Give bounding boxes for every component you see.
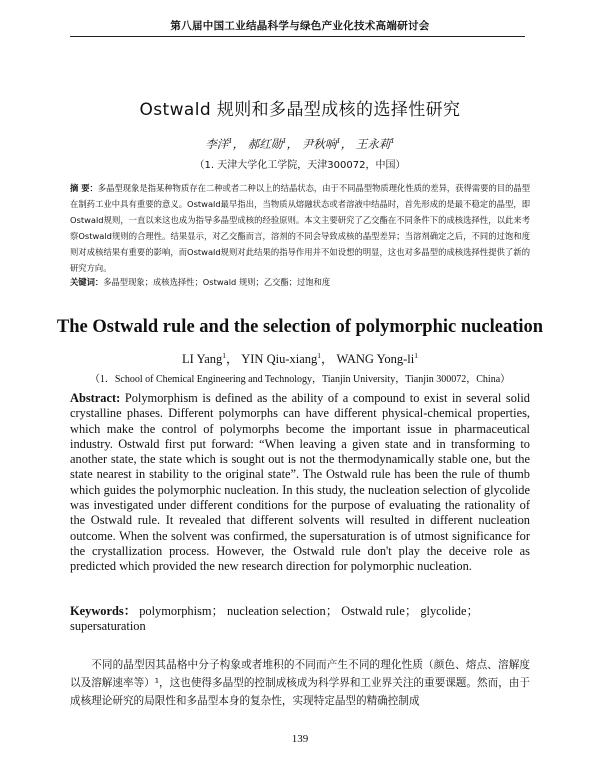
author-name: WANG Yong-li	[336, 352, 415, 366]
author-sup: 1	[414, 350, 418, 360]
author-sup: 1	[317, 350, 322, 360]
abstract-label: Abstract:	[70, 391, 121, 405]
english-keywords	[70, 604, 530, 635]
author-sup: 1	[282, 137, 287, 146]
chinese-affiliation: （1. 天津大学化工学院，天津300072，中国）	[194, 160, 406, 171]
chinese-authors	[0, 136, 600, 152]
author-sup: 1	[390, 137, 395, 146]
header-rule	[70, 36, 525, 37]
abstract-label: 摘 要：	[70, 183, 98, 193]
chinese-abstract	[70, 180, 530, 276]
author-sup: 1	[228, 137, 233, 146]
author-name: 郝红勋	[247, 137, 283, 151]
author-separator: ，	[321, 352, 334, 366]
abstract-text: 多晶型现象是指某种物质存在二种或者二种以上的结晶状态，由于不同晶型物质理化性质的差异，获得需要的目的晶型在制药工业中具有重要的意义。Ostwald最早指出，当物质从熔融状态或者溶液中结晶时，首先形成的是最不稳定的晶型，即Ostwald规则，一直以来这也成为指导多晶型成核的经验原则。本文主要研究了乙交酯在不同条件下的成核选择性，以此来考察Ostwald规则的合理性。结果显示，对乙交酯而言，溶剂的不同会导致成核的晶型差异；当溶剂确定之后，不同的过饱和度则对成核结果有重要的影响，而Ostwald规则对此结果的指导作用并不如设想的明显，这也对多晶型的成核选择性提供了新的研究方向。	[70, 183, 530, 273]
author-sup: 1	[336, 137, 341, 146]
author-separator: ，	[286, 137, 299, 151]
author-name: LI Yang	[182, 352, 223, 366]
keywords-label: 关键词：	[70, 277, 104, 287]
english-authors	[0, 349, 600, 367]
page-number: 139	[291, 733, 309, 745]
author-separator: ，	[340, 137, 353, 151]
abstract-text: Polymorphism is defined as the ability of a compound to exist in several solid crystalline phases. Different polymorphs can have different physical-chemical properties, which make the control of polymorphs become the important issue in pharmaceutical industry. Ostwald first put forward: “When leaving a given state and in transforming to another state, the state which is sought out is not the thermodynamically stable one, but the state nearest in stability to the original state”. The Ostwald rule has been the rule of thumb which guides the polymorphic nucleation. In this study, the nucleation selection of glycolide was investigated under different conditions for the purpose of evaluating the rationality of the Ostwald rule. It revealed that different solvents will resulted in different nucleation outcome. When the solvent was confirmed, the supersaturation is of utmost significance for the crystallization process. However, the Ostwald rule don't play the deceive role as predicted which provided the new research direction for polymorphic nucleation.	[70, 391, 530, 574]
chinese-keywords	[70, 276, 530, 288]
running-header: 第八届中国工业结晶科学与绿色产业化技术高端研讨会	[170, 20, 430, 32]
keywords-text: polymorphism； nucleation selection； Ostwald rule； glycolide； supersaturation	[70, 604, 479, 634]
keywords-label: Keywords：	[70, 604, 137, 618]
author-separator: ，	[226, 352, 239, 366]
author-name: 王永莉	[355, 137, 391, 151]
english-abstract	[70, 391, 530, 575]
chinese-title: Ostwald 规则和多晶型成核的选择性研究	[139, 100, 461, 120]
author-name: 李洋	[205, 137, 229, 151]
body-paragraph: 不同的晶型因其晶格中分子构象或者堆积的不同而产生不同的理化性质（颜色、熔点、溶解度以及溶解速率等）¹，这也使得多晶型的控制成核成为科学界和工业界关注的重要课题。然而，由于成核理论研究的局限性和多晶型本身的复杂性，实现特定晶型的精确控制成	[70, 659, 530, 707]
english-affiliation: （1．School of Chemical Engineering and Technology，Tianjin University，Tianjin 300072，China）	[89, 374, 511, 385]
author-name: YIN Qiu-xiang	[241, 352, 318, 366]
keywords-text: 多晶型现象；成核选择性；Ostwald 规则；乙交酯；过饱和度	[103, 277, 331, 287]
english-title: The Ostwald rule and the selection of polymorphic nucleation	[56, 317, 544, 337]
author-separator: ，	[232, 137, 245, 151]
author-name: 尹秋响	[301, 137, 337, 151]
author-sup: 1	[222, 350, 227, 360]
